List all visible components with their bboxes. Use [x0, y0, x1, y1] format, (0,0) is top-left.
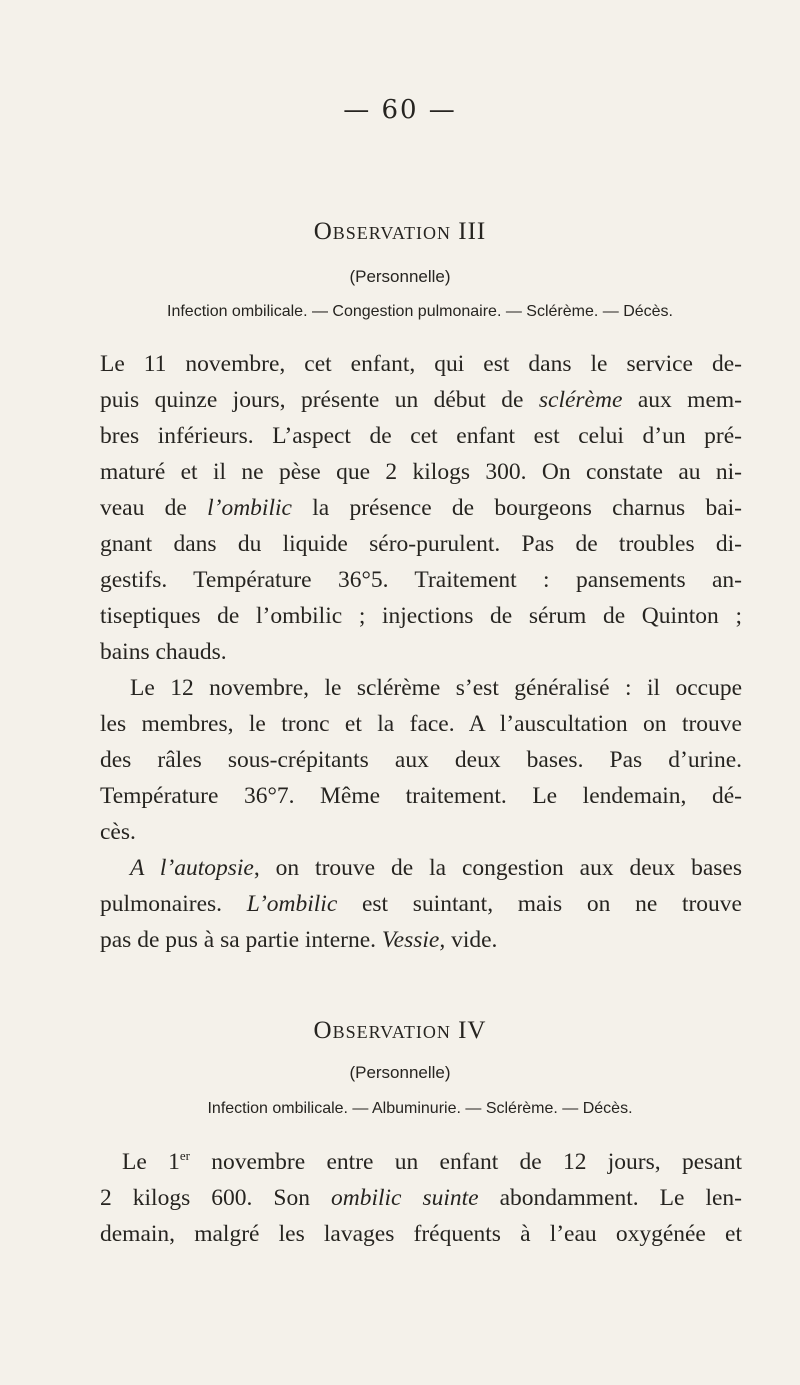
text-line: les membres, le tronc et la face. A l’auscultation on trouve — [100, 711, 742, 737]
observation-4-title: Observation IV — [313, 1017, 487, 1044]
observation-4-subtitle: (Personnelle) — [349, 1063, 451, 1082]
text-line: pas de pus à sa partie interne. Vessie, vide. — [100, 927, 498, 953]
observation-4-diagnosis: Infection ombilicale. — Albuminurie. — Sclérème. — Décès. — [207, 1100, 633, 1117]
text-line: Température 36°7. Même traitement. Le lendemain, dé- — [100, 783, 742, 809]
observation-3-title: Observation III — [313, 218, 487, 245]
text-line: cès. — [100, 819, 136, 845]
observation-3-subtitle: (Personnelle) — [349, 267, 451, 286]
text-line: pulmonaires. L’ombilic est suintant, mais on ne trouve — [100, 891, 742, 917]
text-line: Le 1er novembre entre un enfant de 12 jours, pesant — [122, 1148, 742, 1175]
text-line: Le 11 novembre, cet enfant, qui est dans le service de- — [100, 351, 742, 377]
text-line: A l’autopsie, on trouve de la congestion aux deux bases — [130, 855, 742, 881]
text-line: demain, malgré les lavages fréquents à l’eau oxygénée et — [100, 1221, 742, 1247]
text-line: bres inférieurs. L’aspect de cet enfant est celui d’un pré- — [100, 423, 742, 449]
observation-4-body — [100, 1144, 742, 1252]
observation-3-diagnosis: Infection ombilicale. — Congestion pulmonaire. — Sclérème. — Décès. — [167, 303, 673, 320]
text-line: 2 kilogs 600. Son ombilic suinte abondamment. Le len- — [100, 1185, 742, 1211]
text-line: maturé et il ne pèse que 2 kilogs 300. On constate au ni- — [100, 459, 742, 485]
text-line: gnant dans du liquide séro-purulent. Pas de troubles di- — [100, 531, 742, 557]
text-line: puis quinze jours, présente un début de sclérème aux mem- — [100, 387, 742, 413]
text-line: veau de l’ombilic la présence de bourgeons charnus bai- — [100, 495, 742, 521]
text-line: Le 12 novembre, le sclérème s’est généralisé : il occupe — [130, 675, 742, 701]
text-line: tiseptiques de l’ombilic ; injections de sérum de Quinton ; — [100, 603, 742, 629]
text-line: gestifs. Température 36°5. Traitement : pansements an- — [100, 567, 742, 593]
observation-3-body — [100, 346, 742, 958]
text-line: des râles sous-crépitants aux deux bases. Pas d’urine. — [100, 747, 742, 773]
page-number: — 60 — — [343, 95, 457, 125]
text-line: bains chauds. — [100, 639, 227, 665]
